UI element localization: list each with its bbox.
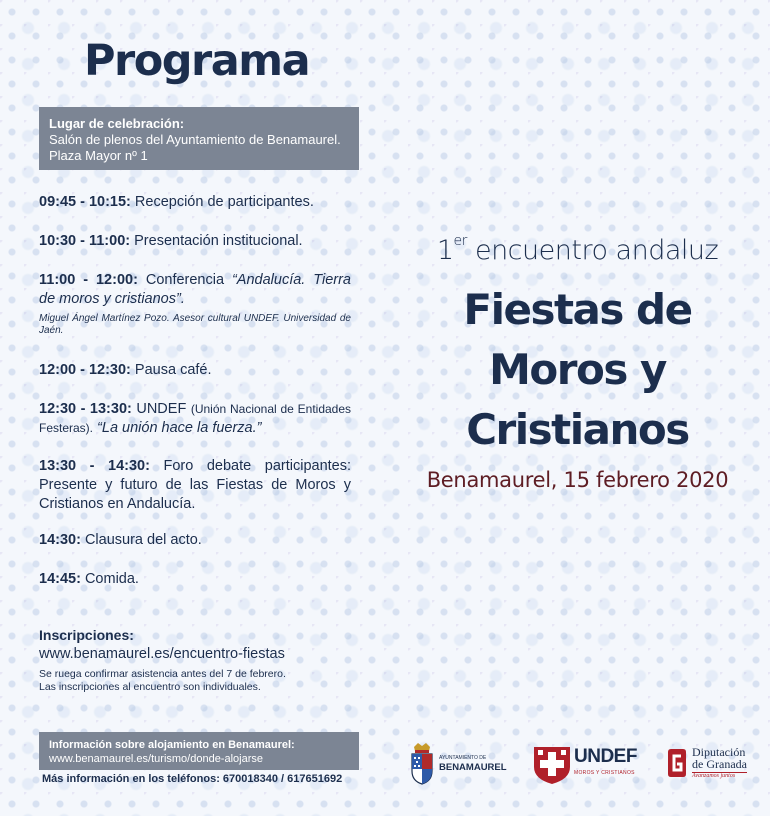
schedule-text: Conferencia xyxy=(145,272,225,288)
schedule-item xyxy=(39,271,351,337)
schedule-item xyxy=(39,531,351,550)
conference-title: “Andalucía. Tierra de moros y cristianos”. xyxy=(39,272,351,307)
event-subtitle: encuentro andaluz xyxy=(466,235,719,266)
diputacion-tagline: Avanzamos juntos xyxy=(692,772,747,779)
benamaurel-logo xyxy=(410,741,507,785)
lodging-box xyxy=(39,732,359,770)
schedule-time: 14:30: xyxy=(39,532,81,548)
benamaurel-caption-name: BENAMAUREL xyxy=(439,762,507,773)
registration-note xyxy=(39,668,359,694)
registration-note-1: Se ruega confirmar asistencia antes del 7 de febrero. xyxy=(39,668,286,680)
venue-line-2: Plaza Mayor nº 1 xyxy=(49,148,148,163)
registration-note-2: Las inscripciones al encuentro son individuales. xyxy=(39,681,261,693)
granada-g-icon xyxy=(666,748,688,778)
schedule-item xyxy=(39,193,351,212)
diputacion-logo xyxy=(666,746,747,779)
event-title-line-2: Moros y xyxy=(489,345,666,394)
registration-heading: Inscripciones: xyxy=(39,627,134,643)
venue-line-1: Salón de plenos del Ayuntamiento de Benamaurel. xyxy=(49,132,341,147)
event-title xyxy=(385,280,770,460)
schedule-item xyxy=(39,457,351,514)
schedule-item xyxy=(39,400,351,438)
diputacion-caption xyxy=(692,746,747,779)
schedule-item xyxy=(39,232,351,251)
schedule-time: 12:00 - 12:30: xyxy=(39,362,131,378)
undef-caption-sub: MOROS Y CRISTIANOS xyxy=(574,770,635,776)
cover-panel xyxy=(385,0,770,816)
phone-numbers: Más información en los teléfonos: 670018340 / 617651692 xyxy=(42,773,343,785)
undef-motto: “La unión hace la fuerza.” xyxy=(97,420,262,436)
schedule-item xyxy=(39,361,351,380)
registration xyxy=(39,627,359,694)
schedule-text: UNDEF xyxy=(136,401,187,417)
venue-box xyxy=(39,107,359,170)
undef-logo xyxy=(533,745,637,785)
schedule-text: Comida. xyxy=(84,571,139,587)
schedule-time: 09:45 - 10:15: xyxy=(39,194,131,210)
event-title-line-1: Fiestas de xyxy=(463,285,692,334)
lodging-label: Información sobre alojamiento en Benamaurel: xyxy=(49,739,295,751)
benamaurel-caption-small: AYUNTAMIENTO DE xyxy=(439,755,487,761)
program-title: Programa xyxy=(84,36,310,86)
schedule-time: 14:45: xyxy=(39,571,81,587)
schedule-text: Foro debate participantes: Presente y futuro de las Fiestas de Moros y Cristianos en Andalucía. xyxy=(39,458,352,512)
registration-link[interactable]: www.benamaurel.es/encuentro-fiestas xyxy=(39,646,285,662)
edition-suffix: er xyxy=(453,233,467,249)
speaker: Miguel Ángel Martínez Pozo. Asesor cultural UNDEF. Universidad de Jaén. xyxy=(39,313,351,336)
coat-of-arms-icon xyxy=(410,741,434,785)
venue-label: Lugar de celebración: xyxy=(49,116,185,131)
undef-shield-icon xyxy=(533,745,571,785)
undef-caption-name: UNDEF xyxy=(574,746,637,767)
event-date: Benamaurel, 15 febrero 2020 xyxy=(426,468,729,492)
schedule-text: Recepción de participantes. xyxy=(134,194,314,210)
undef-caption xyxy=(574,746,637,781)
schedule-time: 10:30 - 11:00: xyxy=(39,233,131,249)
diputacion-caption-2: de Granada xyxy=(692,757,747,771)
schedule-time: 12:30 - 13:30: xyxy=(39,401,132,417)
benamaurel-caption xyxy=(439,753,507,773)
schedule-time: 11:00 - 12:00: xyxy=(39,272,138,288)
schedule-text: Presentación institucional. xyxy=(134,233,303,249)
diputacion-caption-1: Diputación xyxy=(692,745,746,759)
edition-number: 1 xyxy=(436,235,454,266)
schedule-text: Pausa café. xyxy=(134,362,212,378)
undef-full-name: (Unión Nacional de Entidades Festeras). xyxy=(39,402,352,435)
event-edition xyxy=(385,235,770,266)
schedule-item xyxy=(39,570,351,589)
schedule-text: Clausura del acto. xyxy=(84,532,202,548)
event-title-line-3: Cristianos xyxy=(466,405,689,454)
lodging-link[interactable]: www.benamaurel.es/turismo/donde-alojarse xyxy=(49,753,263,765)
schedule-time: 13:30 - 14:30: xyxy=(39,458,150,474)
